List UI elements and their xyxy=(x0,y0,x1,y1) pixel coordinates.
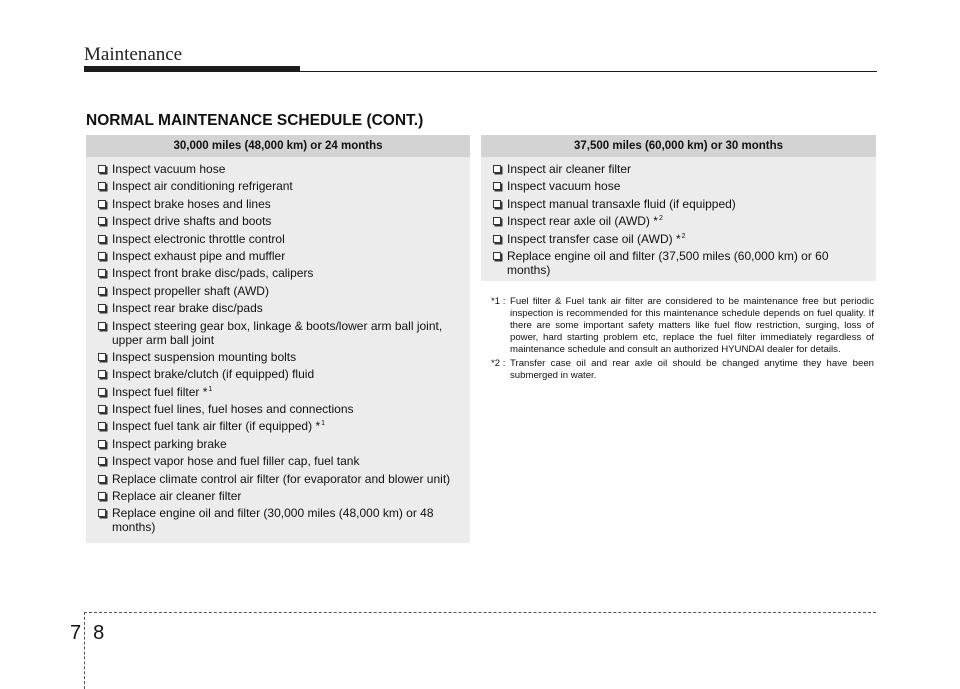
checklist-item-text: Inspect transfer case oil (AWD) *$^2$ xyxy=(507,231,686,246)
checklist-item-text: Inspect vapor hose and fuel filler cap, fuel tank xyxy=(112,454,360,469)
checkbox-icon xyxy=(493,182,501,190)
checkbox-icon xyxy=(98,304,106,312)
checkbox-icon xyxy=(98,287,106,295)
checkbox-icon xyxy=(98,440,106,448)
checklist-item-text: Inspect drive shafts and boots xyxy=(112,214,272,229)
checklist-item-text: Inspect brake hoses and lines xyxy=(112,196,271,211)
checklist-item xyxy=(98,197,470,211)
checkbox-icon xyxy=(98,353,106,361)
checklist-item-text: Inspect exhaust pipe and muffler xyxy=(112,248,286,263)
checklist-item xyxy=(98,350,470,364)
checkbox-icon xyxy=(493,235,501,243)
schedule-37500-list xyxy=(481,157,876,277)
checklist-item-text: Inspect parking brake xyxy=(112,436,227,451)
section-title: NORMAL MAINTENANCE SCHEDULE (CONT.) xyxy=(86,112,424,129)
checkbox-icon xyxy=(98,252,106,260)
checkbox-icon xyxy=(98,269,106,277)
checklist-item xyxy=(98,266,470,280)
checkbox-icon xyxy=(98,509,106,517)
checkbox-icon xyxy=(98,322,106,330)
checkbox-icon xyxy=(493,217,501,225)
checklist-item xyxy=(493,197,876,211)
checkbox-icon xyxy=(98,370,106,378)
schedule-30000-list xyxy=(86,157,470,534)
schedule-30000-heading: 30,000 miles (48,000 km) or 24 months xyxy=(86,135,470,157)
schedule-30000-panel xyxy=(86,135,470,543)
checklist-item xyxy=(98,214,470,228)
header-title: Maintenance xyxy=(84,44,183,65)
checkbox-icon xyxy=(98,217,106,225)
checklist-item xyxy=(493,162,876,176)
footnote-ref: 2 xyxy=(658,215,663,223)
checkbox-icon xyxy=(98,388,106,396)
checkbox-icon xyxy=(98,235,106,243)
checklist-item xyxy=(98,437,470,451)
header-rule-thin xyxy=(300,71,877,72)
checklist-item xyxy=(98,472,470,486)
checklist-item-text: Inspect electronic throttle control xyxy=(112,231,285,246)
checkbox-icon xyxy=(98,405,106,413)
footnote-mark: *1 : xyxy=(491,296,506,307)
checkbox-icon xyxy=(98,457,106,465)
checklist-item xyxy=(98,506,470,534)
checklist-item xyxy=(98,454,470,468)
footnote-ref: 1 xyxy=(208,385,213,393)
checklist-item xyxy=(493,232,876,246)
checklist-item-text: Replace climate control air filter (for evaporator and blower unit) xyxy=(112,471,451,486)
checklist-item xyxy=(98,179,470,193)
checkbox-icon xyxy=(493,252,501,260)
checklist-item xyxy=(493,179,876,193)
header-rule-thick xyxy=(84,66,300,72)
footnotes xyxy=(491,296,874,384)
checkbox-icon xyxy=(98,475,106,483)
checklist-item xyxy=(98,489,470,503)
checklist-item-text: Inspect brake/clutch (if equipped) fluid xyxy=(112,367,315,382)
checklist-item xyxy=(493,249,876,277)
checklist-item-text: Inspect manual transaxle fluid (if equipped) xyxy=(507,196,736,211)
checkbox-icon xyxy=(98,492,106,500)
page-number: 78 xyxy=(70,622,117,644)
checklist-item-text: Inspect air cleaner filter xyxy=(507,162,632,176)
footnote xyxy=(491,296,874,356)
checklist-item-text: Inspect fuel tank air filter (if equipped) *$^1$ xyxy=(112,419,326,434)
checklist-item-text: Inspect vacuum hose xyxy=(112,162,226,176)
checklist-item xyxy=(98,367,470,381)
checklist-item xyxy=(98,249,470,263)
checklist-item-text: Inspect suspension mounting bolts xyxy=(112,349,297,364)
checklist-item-text: Inspect fuel lines, fuel hoses and connections xyxy=(112,402,354,417)
checklist-item-text: Replace engine oil and filter (30,000 miles (48,000 km) or 48 months) xyxy=(112,506,434,535)
checklist-item xyxy=(493,214,876,228)
checkbox-icon xyxy=(493,200,501,208)
footnote-mark: *2 : xyxy=(491,358,506,369)
footnote-ref: 1 xyxy=(321,420,326,428)
footnote xyxy=(491,358,874,382)
footnote-text: Fuel filter & Fuel tank air filter are considered to be maintenance free but periodic inspection is recommended for this maintenance schedule depends on fuel quality. If there are some important safety matters like fuel flow restriction, surging, loss of power, hard starting problem etc, replace the fuel filter immediately regardless of maintenance schedule and consult an authorized HYUNDAI dealer for details. xyxy=(510,296,874,355)
checkbox-icon xyxy=(98,422,106,430)
checklist-item-text: Inspect fuel filter *$^1$ xyxy=(112,384,213,399)
checklist-item-text: Inspect air conditioning refrigerant xyxy=(112,179,293,194)
checklist-item-text: Replace air cleaner filter xyxy=(112,489,242,504)
checklist-item xyxy=(98,319,470,347)
checkbox-icon xyxy=(98,182,106,190)
checklist-item xyxy=(98,284,470,298)
checkbox-icon xyxy=(98,165,106,173)
checklist-item-text: Inspect propeller shaft (AWD) xyxy=(112,283,269,298)
checklist-item-text: Inspect rear axle oil (AWD) *$^2$ xyxy=(507,214,663,229)
checklist-item xyxy=(98,301,470,315)
schedule-37500-panel xyxy=(481,135,876,281)
checklist-item-text: Inspect rear brake disc/pads xyxy=(112,301,263,316)
footer-rule xyxy=(84,612,876,613)
checklist-item xyxy=(98,232,470,246)
footnote-ref: 2 xyxy=(681,232,686,240)
checklist-item xyxy=(98,385,470,399)
checkbox-icon xyxy=(98,200,106,208)
checklist-item-text: Inspect steering gear box, linkage & boots/lower arm ball joint, upper arm ball joint xyxy=(112,318,443,347)
schedule-37500-heading: 37,500 miles (60,000 km) or 30 months xyxy=(481,135,876,157)
checklist-item xyxy=(98,419,470,433)
checklist-item xyxy=(98,162,470,176)
footnote-text: Transfer case oil and rear axle oil should be changed anytime they have been submerged in water. xyxy=(510,358,874,381)
checklist-item-text: Inspect front brake disc/pads, calipers xyxy=(112,266,314,281)
checklist-item-text: Replace engine oil and filter (37,500 miles (60,000 km) or 60 months) xyxy=(507,248,829,277)
checklist-item-text: Inspect vacuum hose xyxy=(507,179,621,194)
checklist-item xyxy=(98,402,470,416)
checkbox-icon xyxy=(493,165,501,173)
